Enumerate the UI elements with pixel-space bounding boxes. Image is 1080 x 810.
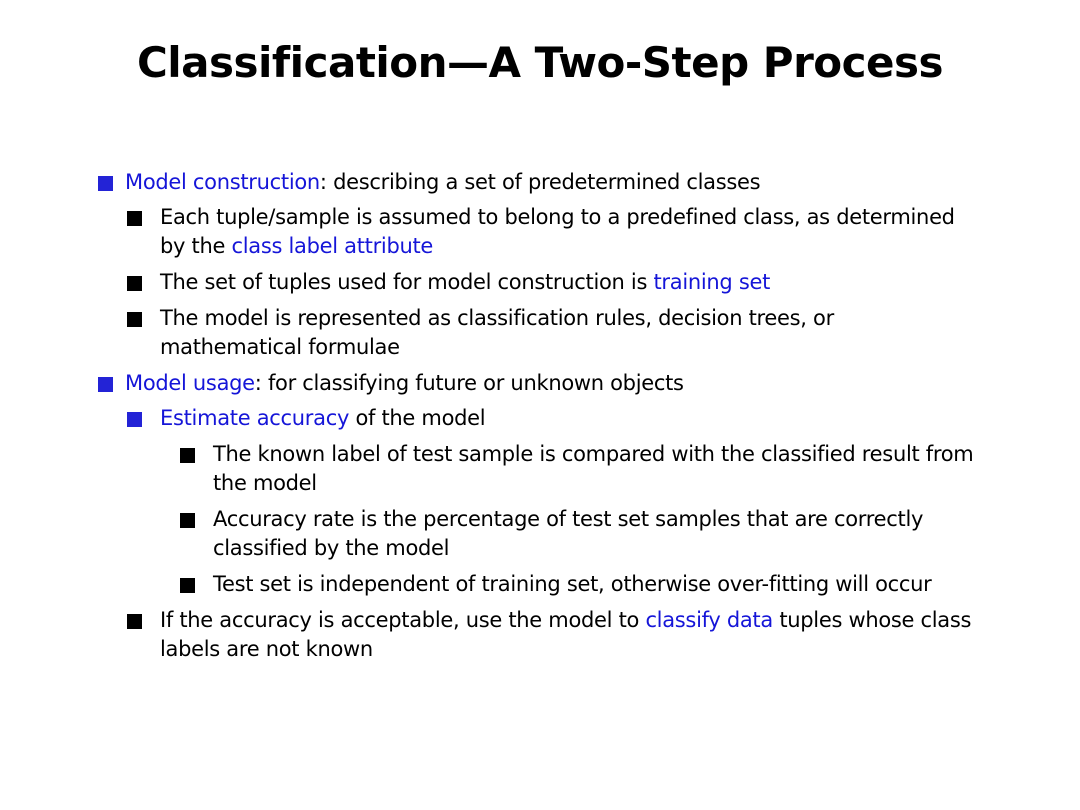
highlight-estimate-accuracy: Estimate accuracy <box>160 406 350 430</box>
black-square-icon <box>127 614 142 629</box>
bullet-text: : for classifying future or unknown objects <box>254 371 684 395</box>
bullet-text: Each tuple/sample is assumed to belong to a predefined class, as determined by the <box>160 205 955 258</box>
bullet-text: If the accuracy is acceptable, use the model to <box>160 608 646 632</box>
bullet-known-label <box>0 440 983 498</box>
bullet-text: Accuracy rate is the percentage of test set samples that are correctly classified by the model <box>213 507 924 560</box>
bullet-text: Test set is independent of training set, otherwise over-fitting will occur <box>213 572 932 596</box>
highlight-classify-data: classify data <box>645 608 773 632</box>
bullet-text: tuples whose class labels are not known <box>160 608 972 661</box>
bullet-model-representation <box>0 304 972 362</box>
black-square-icon <box>180 513 195 528</box>
bullet-classify-data <box>0 606 972 664</box>
bullet-accuracy-rate <box>0 505 983 563</box>
bullet-text: of the model <box>349 406 486 430</box>
bullet-estimate-accuracy <box>0 404 972 433</box>
black-square-icon <box>127 276 142 291</box>
highlight-model-construction: Model construction <box>125 170 320 194</box>
bullet-training-set <box>0 268 972 297</box>
black-square-icon <box>127 312 142 327</box>
highlight-training-set: training set <box>653 270 771 294</box>
blue-square-icon <box>98 377 113 392</box>
bullet-text: The set of tuples used for model construction is <box>160 270 654 294</box>
highlight-model-usage: Model usage <box>125 371 255 395</box>
blue-square-icon <box>127 412 142 427</box>
black-square-icon <box>180 578 195 593</box>
bullet-class-label <box>0 203 972 261</box>
black-square-icon <box>180 448 195 463</box>
slide-title: Classification—A Two-Step Process <box>136 38 944 87</box>
blue-square-icon <box>98 176 113 191</box>
black-square-icon <box>127 211 142 226</box>
bullet-model-construction <box>0 168 1080 197</box>
bullet-text: : describing a set of predetermined classes <box>319 170 761 194</box>
bullet-model-usage <box>0 369 1080 398</box>
bullet-text: The model is represented as classification rules, decision trees, or mathematical formulae <box>160 306 834 359</box>
bullet-test-set <box>0 570 983 599</box>
bullet-text: The known label of test sample is compared with the classified result from the model <box>213 442 974 495</box>
bullet-list <box>0 168 1080 671</box>
highlight-class-label-attribute: class label attribute <box>231 234 434 258</box>
